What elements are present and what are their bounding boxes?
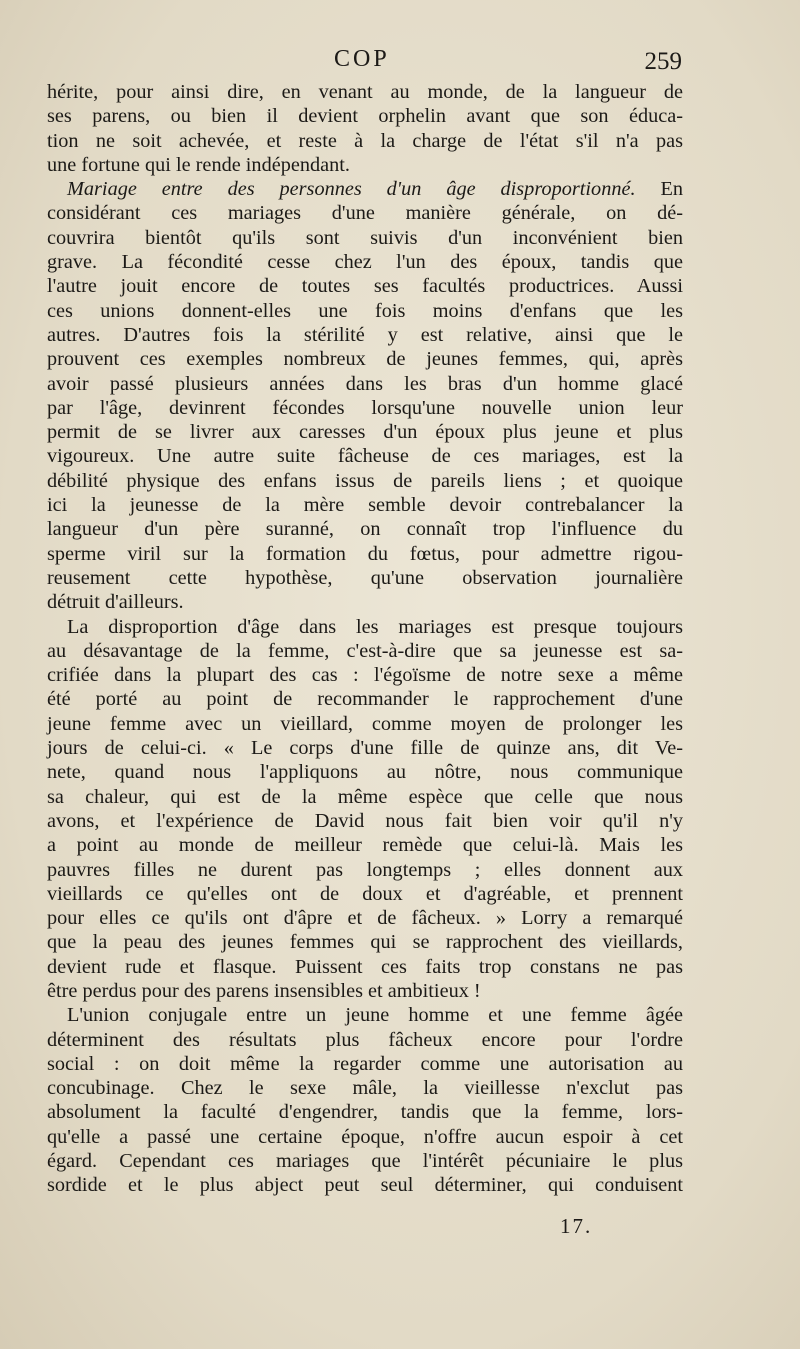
text-line: La disproportion d'âge dans les mariages est presque toujours [67,615,683,638]
text-line: l'autre jouit encore de toutes ses facultés productrices. Aussi [47,275,683,298]
text-line: crifiée dans la plupart des cas : l'égoïsme de notre sexe a même [47,664,683,687]
text-line: avoir passé plusieurs années dans les bras d'un homme glacé [47,372,683,395]
text-line: social : on doit même la regarder comme une autorisation au [47,1052,683,1075]
text-line: ici la jeunesse de la mère semble devoir contrebalancer la [47,494,683,517]
text-line: que la peau des jeunes femmes qui se rapprochent des vieillards, [47,931,683,954]
page-header [0,46,800,82]
text-line: L'union conjugale entre un jeune homme et une femme âgée [67,1004,683,1027]
text-line: jeune femme avec un vieillard, comme moyen de prolonger les [47,712,683,735]
text-line: au désavantage de la femme, c'est-à-dire que sa jeunesse est sa- [47,639,683,662]
paragraph-3 [47,615,683,1004]
text-line: jours de celui-ci. « Le corps d'une fille de quinze ans, dit Ve- [47,737,683,760]
paragraph-2 [47,177,683,614]
text-line: été porté au point de recommander le rapprochement d'une [47,688,683,711]
text-fragment: En [635,178,683,201]
text-line: vieillards ce qu'elles ont de doux et d'agréable, et prennent [47,882,683,905]
text-line: pauvres filles ne durent pas longtemps ; elles donnent aux [47,858,683,881]
page-number: 259 [644,48,682,75]
text-line: hérite, pour ainsi dire, en venant au monde, de la langueur de [47,81,683,103]
text-line: ces unions donnent-elles une fois moins d'enfans que les [47,299,683,322]
text-line: tion ne soit achevée, et reste à la charge de l'état s'il n'a pas [47,129,683,152]
text-line: sordide et le plus abject peut seul déterminer, qui conduisent [47,1174,683,1197]
text-line: grave. La fécondité cesse chez l'un des époux, tandis que [47,251,683,274]
text-line: ses parens, ou bien il devient orphelin avant que son éduca- [47,105,683,128]
text-line: a point au monde de meilleur remède que celui-là. Mais les [47,834,683,857]
text-line: débilité physique des enfans issus de pareils liens ; et quoique [47,469,683,492]
text-line: nete, quand nous l'appliquons au nôtre, nous communique [47,761,683,784]
text-line: égard. Cependant ces mariages que l'intérêt pécuniaire le plus [47,1150,683,1173]
paragraph-4 [47,1003,683,1197]
section-lead: Mariage entre des personnes d'un âge disproportionné. [67,178,636,201]
text-line: sperme viril sur la formation du fœtus, pour admettre rigou- [47,542,683,565]
text-line [47,177,683,201]
signature-mark: 17. [560,1214,593,1238]
text-line: permit de se livrer aux caresses d'un époux plus jeune et plus [47,421,683,444]
text-line: concubinage. Chez le sexe mâle, la vieillesse n'exclut pas [47,1077,683,1100]
text-line: considérant ces mariages d'une manière générale, on dé- [47,202,683,225]
text-line: avons, et l'expérience de David nous fait bien voir qu'il n'y [47,809,683,832]
text-line: absolument la faculté d'engendrer, tandis que la femme, lors- [47,1101,683,1124]
page-body [47,80,683,1198]
text-line: être perdus pour des parens insensibles et ambitieux ! [47,979,481,1002]
text-line: couvrira bientôt qu'ils sont suivis d'un inconvénient bien [47,226,683,249]
text-line: reusement cette hypothèse, qu'une observation journalière [47,566,683,589]
text-line: qu'elle a passé une certaine époque, n'offre aucun espoir à cet [47,1125,683,1148]
text-line: par l'âge, devinrent fécondes lorsqu'une nouvelle union leur [47,396,683,419]
text-line: prouvent ces exemples nombreux de jeunes femmes, qui, après [47,348,683,371]
text-line: une fortune qui le rende indépendant. [47,153,350,176]
text-line: devient rude et flasque. Puissent ces faits trop constans ne pas [47,955,683,978]
running-head: COP [334,46,390,72]
text-line: sa chaleur, qui est de la même espèce que celle que nous [47,785,683,808]
text-line: déterminent des résultats plus fâcheux encore pour l'ordre [47,1028,683,1051]
text-line: pour elles ce qu'ils ont d'âpre et de fâcheux. » Lorry a remarqué [47,907,683,930]
text-line: vigoureux. Une autre suite fâcheuse de ces mariages, est la [47,445,683,468]
text-line: détruit d'ailleurs. [47,591,184,614]
text-line: langueur d'un père suranné, on connaît trop l'influence du [47,518,683,541]
text-line: autres. D'autres fois la stérilité y est relative, ainsi que le [47,323,683,346]
paragraph-1 [47,80,683,177]
